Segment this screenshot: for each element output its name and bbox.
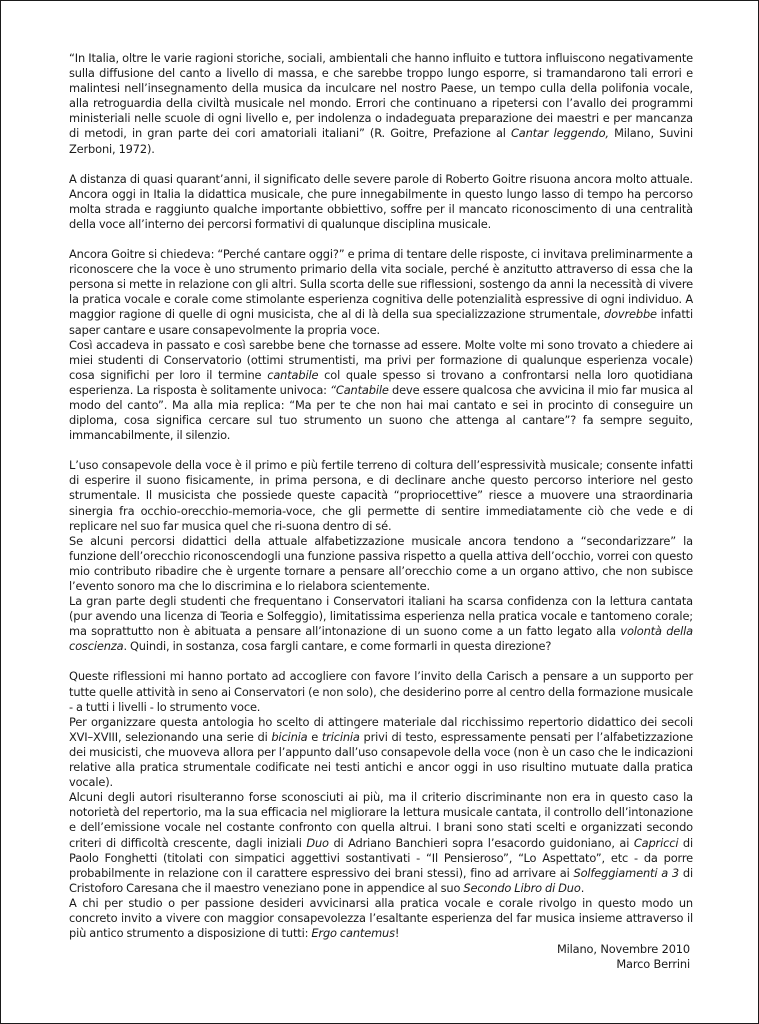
text-run: Milano, Suvini Zerboni, 1972).: [69, 126, 693, 156]
italic-text: bicinia: [271, 729, 308, 744]
text-run: “In Italia, oltre le varie ragioni storiche, sociali, ambientali che hanno influito e tuttora influiscono negativamente sulla diffusione del canto a livello di massa, e che sarebbe troppo lungo esporre, si tramandarono tali errori e malintesi nell’insegnamento della musica da inculcare nel nostro Paese, un tempo culla della polifonia vocale, alla retroguardia della civiltà musicale nel mondo. Errori che continuano a ripetersi con l’avallo dei programmi ministeriali nelle scuole di ogni livello e, per indolenza o indadeguata preparazione dei maestri e per mancanza di metodi, in gran parte dei cori amatoriali italiani” (R. Goitre, Prefazione al: [69, 51, 693, 141]
paragraph-p5: [69, 458, 693, 533]
signature-author: Marco Berrini: [616, 957, 690, 972]
paragraph-p6: [69, 534, 693, 594]
text-run: di Adriano Banchieri sopra l’esacordo guidoniano, ai: [328, 835, 634, 850]
text-run: di Cristoforo Caresana che il maestro veneziano pone in appendice al suo: [69, 865, 693, 895]
italic-text: dovrebbe: [604, 307, 657, 322]
text-run: Alcuni degli autori risulteranno forse sconosciuti ai più, ma il criterio discriminante non era in questo caso la notorietà del repertorio, ma la sua efficacia nel migliorare la lettura musicale cantata, il controllo dell’intonazione e dell’emissione vocale nel costante confronto con quella altrui. I brani sono stati scelti e organizzati secondo criteri di difficoltà crescente, dagli iniziali: [69, 790, 693, 850]
italic-text: Secondo Libro di Duo: [463, 880, 581, 895]
text-run: La gran parte degli studenti che frequentano i Conservatori italiani ha scarsa confidenza con la lettura cantata (pur avendo una licenza di Teoria e Solfeggio), limitatissima esperienza nella pratica vocale e tantomeno corale; ma soprattutto non è abituata a pensare all’intonazione di un suono come a un fatto legato alla: [69, 594, 693, 639]
text-run: Ancora Goitre si chiedeva: “Perché cantare oggi?” e prima di tentare delle risposte, ci invitava preliminarmente a riconoscere che la voce è uno strumento primario della vita sociale, perché è anzitutto attraverso di essa che la persona si mette in relazione con gli altri. Sulla scorta delle sue riflessioni, sostengo da anni la necessità di vivere la pratica vocale e corale come stimolante esperienza cognitiva delle potenzialità espressive di ogni individuo. A maggior ragione di quelle di ogni musicista, che al di là della sua specializzazione strumentale,: [69, 247, 693, 322]
preface-body: [69, 51, 693, 941]
text-run: Se alcuni percorsi didattici della attuale alfabetizzazione musicale ancora tendono a “secondarizzare” la funzione dell’orecchio riconoscendogli una funzione passiva rispetto a quella attiva dell’occhio, vorrei con questo mio contributo ribadire che è urgente tornare a pensare all’orecchio come a un organo attivo, che non subisce l’evento sonoro ma che lo discrimina e lo rielabora scientemente.: [69, 533, 693, 593]
text-run: L’uso consapevole della voce è il primo e più fertile terreno di coltura dell’espressività musicale; consente infatti di esperire il suono fisicamente, in prima persona, e di declinare anche questo percorso interiore nel gesto strumentale. Il musicista che possiede queste capacità “propriocettive” riesce a muovere una straordinaria sinergia fra occhio-orecchio-memoria-voce, che gli permette di sentire immediatamente ciò che vede e di replicare nel suo far musica quel che ri-suona dentro di sé.: [69, 458, 693, 533]
paragraph-p7: [69, 594, 693, 654]
paragraph-p4: [69, 338, 693, 444]
paragraph-p8: [69, 669, 693, 714]
text-run: deve essere qualcosa che avvicina il mio far musica al modo del canto”. Ma alla mia replica: “Ma per te che non hai mai cantato e sei in procinto di conseguire un diploma, cosa significa cercare sul tuo strumento un suono che attenga al cantare”? fa sempre seguito, immancabilmente, il silenzio.: [69, 382, 693, 443]
italic-text: cantabile: [267, 367, 319, 382]
paragraph-p3: [69, 247, 693, 338]
paragraph-p2: [69, 172, 693, 232]
paragraph-p10: [69, 790, 693, 896]
text-run: Queste riflessioni mi hanno portato ad accogliere con favore l’invito della Carisch a pensare a un supporto per tutte quelle attività in seno ai Conservatori (e non solo), che desiderino porre al centro della formazione musicale - a tutti i livelli - lo strumento voce.: [69, 669, 693, 714]
italic-text: “Cantabile: [330, 382, 389, 397]
text-run: A chi per studio o per passione desideri avvicinarsi alla pratica vocale e corale rivolgo in questo modo un concreto invito a vivere con maggior consapevolezza l’esaltante esperienza del far musica insieme attraverso il più antico strumento a disposizione di tutti:: [69, 895, 693, 941]
text-run: !: [394, 926, 400, 941]
text-run: Per organizzare questa antologia ho scelto di attingere materiale dal ricchissimo repertorio didattico dei secoli XVI–XVIII, selezionando una serie di: [69, 714, 693, 744]
italic-text: Capricci: [633, 835, 679, 850]
text-run: di Paolo Fonghetti (titolati con simpatici aggettivi sostantivati - “Il Pensieroso”, “Lo Aspettato”, etc - da porre probabilmente in relazione con il carattere espressivo dei brani stessi), fino ad arrivare ai: [69, 835, 694, 880]
text-run: e: [307, 729, 322, 744]
text-run: infatti saper cantare e usare consapevolmente la propria voce.: [69, 307, 694, 337]
text-run: A distanza di quasi quarant’anni, il significato delle severe parole di Roberto Goitre risuona ancora molto attuale. Ancora oggi in Italia la didattica musicale, che pure innegabilmente in questo lungo lasso di tempo ha percorso molta strada e raggiunto qualche importante obbiettivo, soffre per il mancato riconoscimento di una centralità della voce all’interno dei percorsi formativi di qualunque disciplina musicale.: [69, 171, 693, 231]
text-run: .: [580, 880, 585, 895]
text-run: privi di testo, espressamente pensati per l’alfabetizzazione dei musicisti, che muoveva allora per l’appunto dall’uso consapevole della voce (non è un caso che le indicazioni relative alla pratica strumentale codificate nei testi antichi e ancor oggi in uso risultino mutuate dalla pratica vocale).: [69, 729, 693, 790]
signature-block: [557, 942, 690, 972]
text-run: Così accadeva in passato e così sarebbe bene che tornasse ad essere. Molte volte mi sono trovato a chiedere ai miei studenti di Conservatorio (ottimi strumentisti, ma privi per formazione di qualunque esperienza vocale) cosa significhi per loro il termine: [69, 337, 693, 382]
italic-text: Ergo cantemus: [311, 926, 395, 941]
italic-text: volontà della coscienza: [69, 624, 693, 654]
signature-place-date: Milano, Novembre 2010: [556, 942, 690, 956]
italic-text: Duo: [306, 835, 329, 850]
paragraph-p1: [69, 51, 693, 157]
text-run: col quale spesso si trovano a confrontarsi nella loro quotidiana esperienza. La risposta è solitamente univoca:: [69, 367, 693, 397]
text-run: . Quindi, in sostanza, cosa fargli cantare, e come formarli in questa direzione?: [123, 639, 552, 654]
paragraph-p9: [69, 715, 693, 790]
italic-text: Cantar leggendo,: [510, 126, 609, 141]
italic-text: tricinia: [321, 729, 360, 744]
italic-text: Solfeggiamenti a 3: [573, 865, 680, 880]
paragraph-p11: [69, 896, 693, 941]
